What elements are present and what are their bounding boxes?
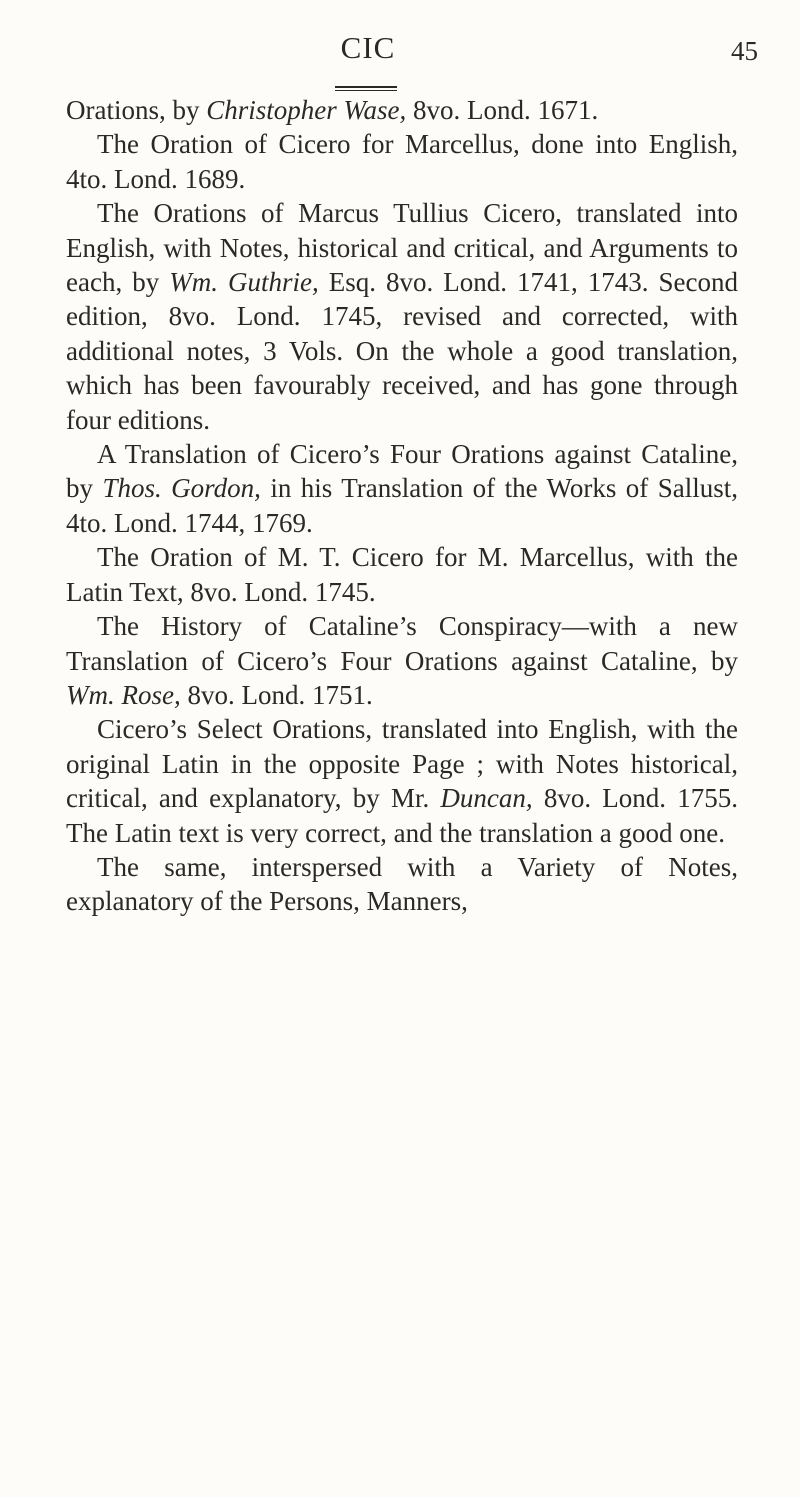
entry-text: The Oration of M. T. Cicero for M. Marcellus, with the Latin Text, 8vo. Lond. 1745.: [66, 542, 738, 607]
entry-author: Thos. Gordon,: [102, 473, 261, 504]
entry-text: 8vo. Lond. 1755. The Latin text is very correct, and the translation a good one.: [66, 783, 738, 848]
entry-text: Cicero’s Select Orations, translated into English, with the original Latin in the opposite Page ; with Notes historical, critical, and explanatory, by Mr.: [66, 714, 738, 814]
entry-author: Duncan,: [440, 783, 533, 814]
entry-author: Wm. Guthrie,: [169, 267, 319, 298]
running-head: [0, 28, 800, 78]
bibliography-entry: [66, 850, 738, 919]
entry-text: The Oration of Cicero for Marcellus, done into English, 4to. Lond. 1689.: [66, 129, 738, 194]
entry-text: The History of Cataline’s Conspiracy—with a new Translation of Cicero’s Four Orations against Cataline, by: [66, 611, 738, 676]
bibliography-entry: [66, 437, 738, 540]
entry-text: The same, interspersed with a Variety of Notes, explanatory of the Persons, Manners,: [66, 851, 738, 917]
header-rule: [335, 86, 397, 91]
page-number: 45: [731, 36, 758, 66]
entry-author: Christopher Wase,: [206, 95, 407, 125]
entry-text: in his Translation of the Works of Sallust, 4to. Lond. 1744, 1769.: [66, 473, 738, 538]
bibliography-entry: [66, 609, 738, 712]
entry-text: 8vo. Lond. 1751.: [180, 679, 373, 710]
entry-text: A Translation of Cicero’s Four Orations against Cataline, by: [66, 439, 738, 504]
bibliography-entry: [66, 127, 738, 196]
bibliography-entry: [66, 196, 738, 437]
bibliography-entry: [66, 93, 738, 127]
entry-text: The Orations of Marcus Tullius Cicero, translated into English, with Notes, historical and critical, and Arguments to each, by: [66, 198, 738, 298]
bibliography-entries: [66, 93, 738, 919]
entry-text: Orations, by: [66, 95, 207, 125]
entry-text: 8vo. Lond. 1671.: [406, 95, 599, 125]
entry-author: Wm. Rose,: [66, 679, 181, 710]
bibliography-entry: [66, 712, 738, 850]
entry-text: Esq. 8vo. Lond. 1741, 1743. Second edition, 8vo. Lond. 1745, revised and corrected, with additional notes, 3 Vols. On the whole a good translation, which has been favourably received, and has gone through four editions.: [66, 267, 739, 435]
bibliography-entry: [66, 540, 738, 609]
running-head-title: CIC: [340, 30, 396, 65]
